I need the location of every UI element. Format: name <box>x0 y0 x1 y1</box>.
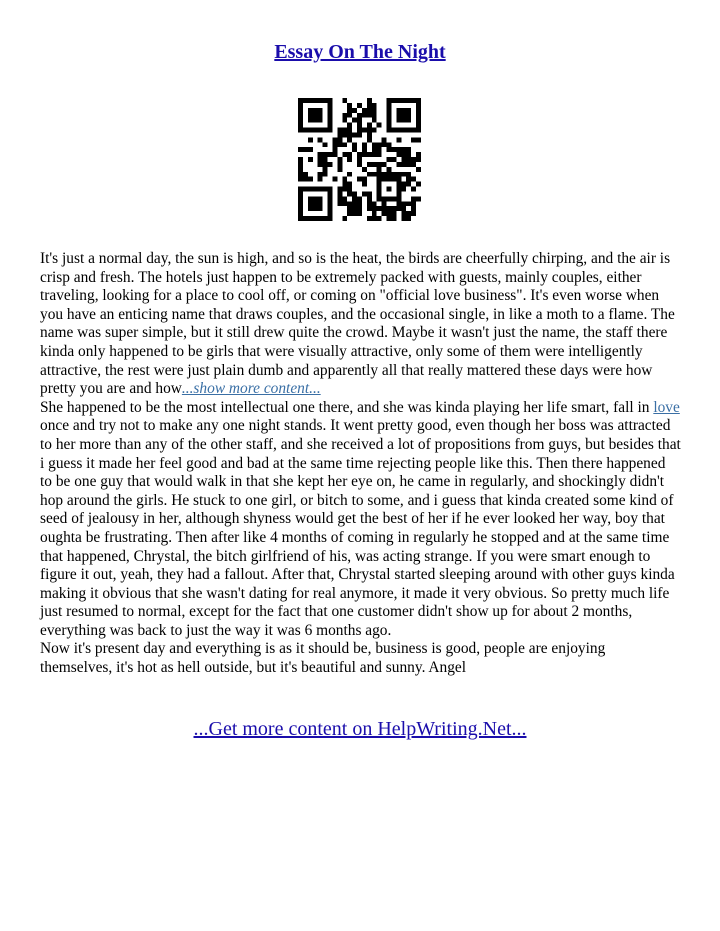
paragraph-3 <box>40 640 681 677</box>
title-link[interactable]: Essay On The Night <box>274 41 446 63</box>
paragraph-2-text-end: once and try not to make any one night stands. It went pretty good, even though her boss was attracted to her more than any of the other staff, and she received a lot of propositions from guys, but besides that i guess it made her feel good and bad at the same time rejecting people like this. Then there happened to be one guy that would walk in that she kept her eye on, he came in regularly, and shockingly didn't hop around the girls. He stuck to one girl, or bitch to some, and i guess that kinda created some kind of seed of jealousy in her, although shyness would get the best of her if he ever looked her way, boy that oughta be frustrating. Then after like 4 months of coming in regularly he stopped and at the same time that happened, Chrystal, the bitch girlfriend of his, was acting strange. If you were smart enough to figure it out, yeah, they had a fallout. After that, Chrystal started sleeping around with other guys kinda making it obvious that she wasn't dating for real anymore, it made it very obvious. So pretty much life just resumed to normal, except for the fact that one customer didn't show up for about 2 months, everything was back to just the way it was 6 months ago. <box>40 417 681 639</box>
paragraph-1 <box>40 250 681 399</box>
page-title <box>0 40 720 64</box>
paragraph-1-text: It's just a normal day, the sun is high, and so is the heat, the birds are cheerfully chirping, and the air is crisp and fresh. The hotels just happen to be extremely packed with guests, mainly couples, either traveling, looking for a place to cool off, or coming on "official love business". It's even worse when you have an enticing name that draws couples, and the occasional single, in like a moth to a flame. The name was super simple, but it still drew quite the crowd. Maybe it wasn't just the name, the staff there kinda only happened to be girls that were visually attractive, only some of them were intelligently attractive, the rest were just plain dumb and apparently all that really mattered these days were how pretty you are and how <box>40 250 675 398</box>
qr-code-icon <box>298 98 421 221</box>
essay-body <box>40 250 681 678</box>
paragraph-2-text-start: She happened to be the most intellectual one there, and she was kinda playing her life smart, fall in <box>40 398 654 416</box>
show-more-link[interactable]: ...show more content... <box>181 380 321 398</box>
love-link[interactable]: love <box>653 398 680 416</box>
paragraph-2 <box>40 399 681 641</box>
get-more-content-link[interactable]: ...Get more content on HelpWriting.Net... <box>193 718 527 740</box>
paragraph-3-text: Now it's present day and everything is as it should be, business is good, people are enjoying themselves, it's hot as hell outside, but it's beautiful and sunny. Angel <box>40 640 606 677</box>
footer <box>0 717 720 741</box>
